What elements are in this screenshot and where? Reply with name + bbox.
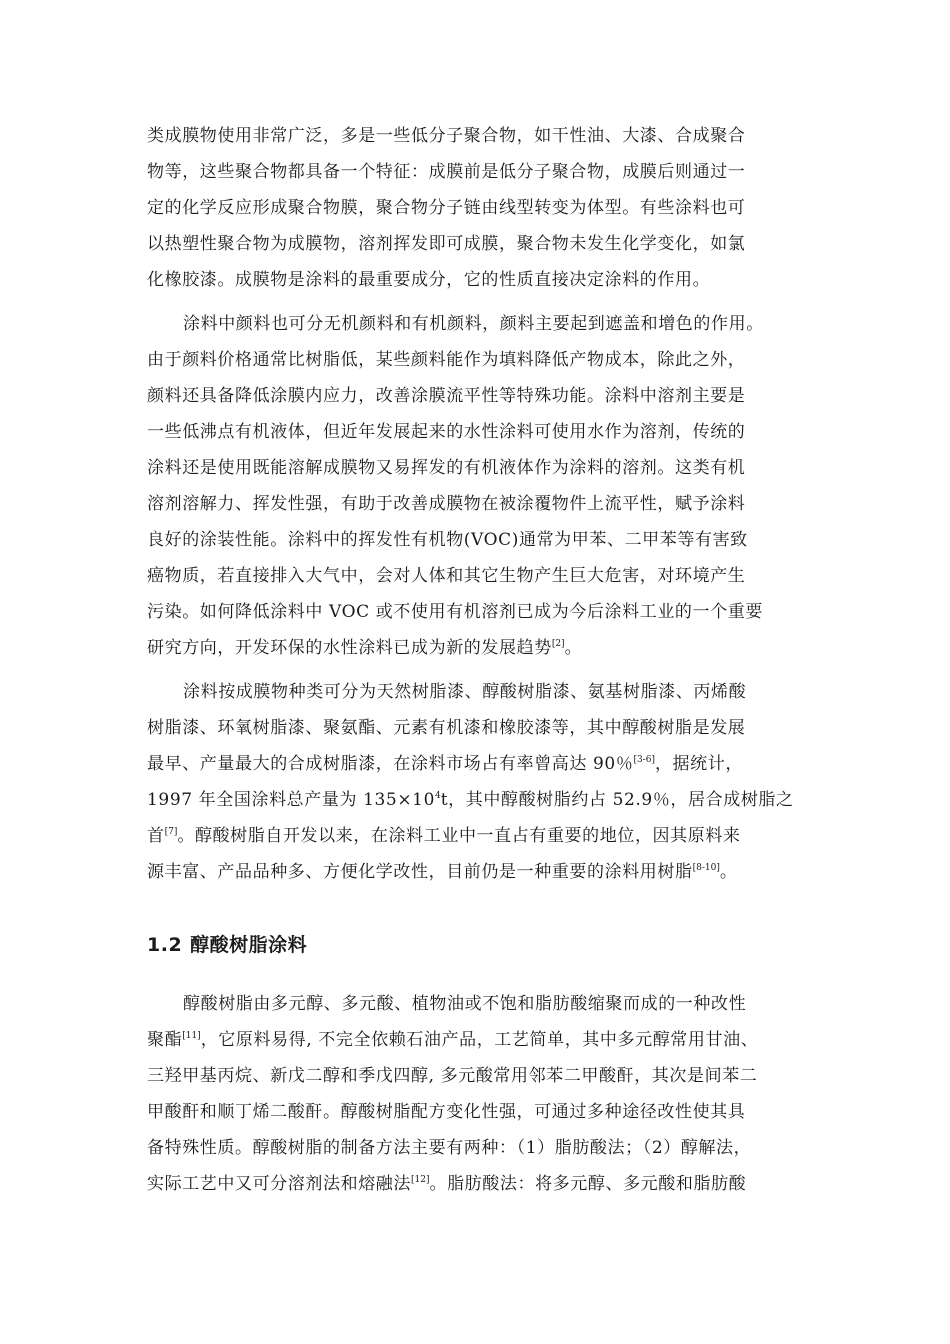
text-line: 良好的涂装性能。涂料中的挥发性有机物(VOC)通常为甲苯、二甲苯等有害致 <box>147 530 748 550</box>
text-line <box>147 1028 758 1052</box>
text-run: 实际工艺中又可分溶剂法和熔融法 <box>147 1174 411 1194</box>
text-line: 涂料还是使用既能溶解成膜物又易挥发的有机液体作为涂料的溶剂。这类有机 <box>147 458 746 478</box>
text-line <box>147 1172 746 1196</box>
text-line: 化橡胶漆。成膜物是涂料的最重要成分，它的性质直接决定涂料的作用。 <box>147 270 711 290</box>
exponent: 4 <box>435 791 441 801</box>
text-run: 。 <box>564 638 583 658</box>
text-line: 定的化学反应形成聚合物膜，聚合物分子链由线型转变为体型。有些涂料也可 <box>147 198 746 218</box>
section-title: 醇酸树脂涂料 <box>190 934 308 956</box>
text-run: 研究方向，开发环保的水性涂料已成为新的发展趋势 <box>147 638 552 658</box>
text-line <box>147 824 741 848</box>
text-run: ，据统计， <box>654 754 743 774</box>
text-run: ，它原料易得, 不完全依赖石油产品，工艺简单，其中多元醇常用甘油、 <box>200 1030 759 1050</box>
citation-ref: [2] <box>551 639 565 649</box>
text-line: 物等，这些聚合物都具备一个特征：成膜前是低分子聚合物，成膜后则通过一 <box>147 162 746 182</box>
text-run: 。 <box>719 862 738 882</box>
section-heading <box>147 931 307 959</box>
citation-ref: [3-6] <box>633 755 655 765</box>
text-run: 聚酯 <box>147 1030 183 1050</box>
text-line: 由于颜料价格通常比树脂低，某些颜料能作为填料降低产物成本，除此之外， <box>147 350 746 370</box>
text-line: 树脂漆、环氧树脂漆、聚氨酯、元素有机漆和橡胶漆等，其中醇酸树脂是发展 <box>147 718 746 738</box>
text-run: 。脂肪酸法：将多元醇、多元酸和脂肪酸 <box>429 1174 747 1194</box>
text-line: 以热塑性聚合物为成膜物，溶剂挥发即可成膜，聚合物未发生化学变化，如氯 <box>147 234 746 254</box>
section-number: 1.2 <box>147 934 183 956</box>
text-line: 涂料按成膜物种类可分为天然树脂漆、醇酸树脂漆、氨基树脂漆、丙烯酸 <box>183 682 747 702</box>
text-line: 污染。如何降低涂料中 VOC 或不使用有机溶剂已成为今后涂料工业的一个重要 <box>147 602 763 622</box>
text-line <box>147 752 743 776</box>
text-line: 癌物质，若直接排入大气中，会对人体和其它生物产生巨大危害，对环境产生 <box>147 566 746 586</box>
text-run: 首 <box>147 826 165 846</box>
text-run: t，其中醇酸树脂约占 52.9％，居合成树脂之 <box>440 790 794 810</box>
text-line: 涂料中颜料也可分无机颜料和有机颜料，颜料主要起到遮盖和增色的作用。 <box>183 314 764 334</box>
text-run: 源丰富、产品品种多、方便化学改性，目前仍是一种重要的涂料用树脂 <box>147 862 693 882</box>
text-line: 类成膜物使用非常广泛，多是一些低分子聚合物，如干性油、大漆、合成聚合 <box>147 126 746 146</box>
text-line <box>147 636 582 660</box>
citation-ref: [12] <box>411 1175 430 1185</box>
text-line: 三羟甲基丙烷、新戊二醇和季戊四醇, 多元酸常用邻苯二甲酸酐，其次是间苯二 <box>147 1066 758 1086</box>
citation-ref: [7] <box>164 827 178 837</box>
text-run: 。醇酸树脂自开发以来，在涂料工业中一直占有重要的地位，因其原料来 <box>177 826 741 846</box>
text-run: 1997 年全国涂料总产量为 135×10 <box>147 790 435 810</box>
text-line: 醇酸树脂由多元醇、多元酸、植物油或不饱和脂肪酸缩聚而成的一种改性 <box>183 994 747 1014</box>
text-line: 甲酸酐和顺丁烯二酸酐。醇酸树脂配方变化性强，可通过多种途径改性使其具 <box>147 1102 746 1122</box>
citation-ref: [8-10] <box>692 863 720 873</box>
text-line: 颜料还具备降低涂膜内应力，改善涂膜流平性等特殊功能。涂料中溶剂主要是 <box>147 386 746 406</box>
text-run: 最早、产量最大的合成树脂漆，在涂料市场占有率曾高达 90％ <box>147 754 634 774</box>
text-line <box>147 860 737 884</box>
citation-ref: [11] <box>182 1031 201 1041</box>
text-line: 一些低沸点有机液体，但近年发展起来的水性涂料可使用水作为溶剂，传统的 <box>147 422 746 442</box>
text-line: 备特殊性质。醇酸树脂的制备方法主要有两种：（1）脂肪酸法；（2）醇解法， <box>147 1138 752 1158</box>
text-line <box>147 788 794 812</box>
text-line: 溶剂溶解力、挥发性强，有助于改善成膜物在被涂覆物件上流平性，赋予涂料 <box>147 494 746 514</box>
